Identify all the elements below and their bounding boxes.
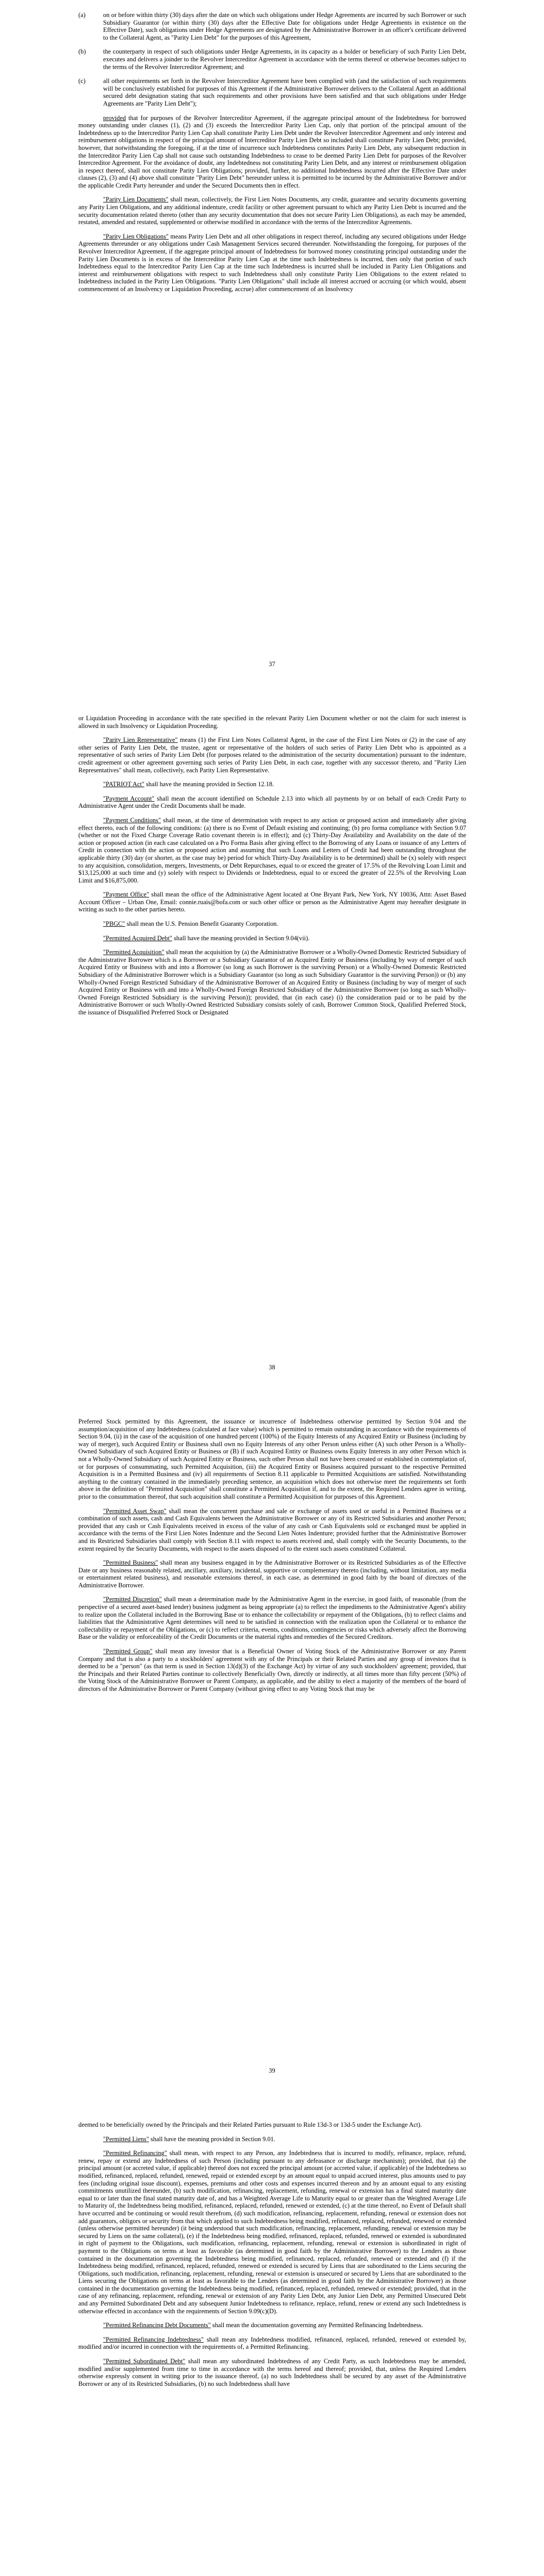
definition-term: "Parity Lien Obligations" [103, 232, 169, 240]
definition-permitted-discretion [78, 1596, 466, 1641]
definition-pbgc [78, 920, 466, 928]
definition-text: shall mean the account identified on Schedule 2.13 into which all payments by or on behalf of each Credit Party to Administrative Agent under the Credit Documents shall be made. [78, 794, 466, 810]
page-37 [0, 0, 544, 703]
definition-patriot-act [78, 781, 466, 788]
definition-term: "Payment Account" [103, 794, 155, 802]
definition-text: shall mean any Indebtedness modified, refinanced, replaced, refunded, renewed or extended by, modified and/or incurred in connection with the requirements of, a Permitted Refinancing. [78, 2335, 466, 2351]
page-37-content [78, 11, 466, 300]
definition-permitted-asset-swap [78, 1507, 466, 1553]
definition-permitted-acquired-debt [78, 935, 466, 942]
page-number: 39 [269, 2067, 275, 2074]
clause-c-text: all other requirements set forth in the Revolver Intercreditor Agreement have been complied with (and the satisfaction of such requirements will be conclusively established for purposes of this Agreement if the Administrative Borrower delivers to the Collateral Agent an additional secured debt designation stating that such requirements and other provisions have been satisfied and that such obligations under Hedge Agreements are "Parity Lien Debt"); [103, 77, 466, 107]
definition-text: means (1) the First Lien Notes Collateral Agent, in the case of the First Lien Notes or (2) in the case of any other series of Parity Lien Debt, the trustee, agent or representative of the holders of such series of Parity Lien Debt who is appointed as a representative of such series of Parity Lien Debt (for purposes related to the administration of the security documentation) pursuant to the indenture, credit agreement or other agreement governing such series of Parity Lien Debt, in each case, together with any successor thereto, and "Parity Lien Representatives" shall mean, collectively, each Parity Lien Representative. [78, 736, 466, 774]
definition-term: "Parity Lien Representative" [103, 736, 178, 744]
definition-text: shall mean, at the time of determination with respect to any action or proposed action and immediately after giving effect thereto, each of the following conditions: (a) there is no Event of Default existing and continuing; (b) pro forma compliance with Section 9.07 (whether or not the Fixed Charge Coverage Ratio covenant therein is in effect); and (c) Thirty-Day Availability and Availability on the date of the action or proposed action (in each case calculated on a Pro Forma Basis after giving effect to the Borrowing of any Loans or issuance of any Letters of Credit in connection with the action or proposed action and assuming that such Loans and Letters of Credit had been outstanding throughout the applicable thirty (30) day (or shorter, as the case may be) period for which Thirty-Day Availability is to be determined) shall be (x) solely with respect to any acquisition, consolidation, mergers, Investments, or Debt Repurchases, equal to or exceed the greater of 17.5% of the Revolving Loan Limit and $13,125,000 at such time and (y) solely with respect to Dividends or Indebtedness, equal to or exceed the greater of 22.5% of the Revolving Loan Limit and $16,875,000. [78, 816, 466, 884]
definition-text: shall have the meaning provided in Section 12.18. [146, 781, 274, 788]
page-40 [0, 2110, 544, 2576]
clause-b-text: the counterparty in respect of such obligations under Hedge Agreements, in its capacity as a holder or beneficiary of such Parity Lien Debt, executes and delivers a joinder to the Revolver Intercreditor Agreement in accordance with the terms thereof or otherwise becomes subject to the terms of the Revolver Intercreditor Agreement; and [103, 48, 466, 71]
definition-permitted-acquisition [78, 948, 466, 1016]
definition-text: shall mean, with respect to any Person, any Indebtedness that is incurred to modify, refinance, replace, refund, renew, repay or extend any Indebtedness of such Person (including pursuant to any defeasance or discharge mechanism); provided, that (a) the principal amount (or accreted value, if applicable) thereof does not exceed the principal amount (or accreted value, if applicable) of the Indebtedness so modified, refinanced, replaced, refunded, renewed, repaid or extended except by an amount equal to unpaid accrued interest, plus amounts used to pay fees (including original issue discount), expenses, premiums and other costs and expenses incurred thereon and by an amount equal to any existing commitments unutilized thereunder, (b) such modification, refinancing, replacement, refunding, renewal or extension has a final stated maturity date equal to or later than the final stated maturity date of, and has a Weighted Average Life to Maturity equal to or greater than the Weighted Average Life to Maturity of, the Indebtedness being modified, refinanced, replaced, refunded, renewed or extended, (c) at the time thereof, no Event of Default shall have occurred and be continuing or would result therefrom, (d) such modification, refinancing, replacement, refunding, renewal or extension does not add guarantors, obligors or security from that which applied to such Indebtedness being modified, refinanced, replaced, refunded, renewed or extended (unless otherwise permitted hereunder) (it being understood that such modification, refinancing, replacement, refunding, renewal or extension may be secured by Liens on the same collateral), (e) if the Indebtedness being modified, refinanced, replaced, refunded, renewed or extended is subordinated in right of payment to the Obligations, such modification, refinancing, replacement, refunding, renewal or extension is subordinated in right of payment to the Obligations on terms at least as favorable (as determined in good faith by the Administrative Borrower) to the Lenders as those contained in the documentation governing the Indebtedness being modified, refinanced, replaced, refunded, renewed or extended and (f) if the Indebtedness being modified, refinanced, replaced, refunded, renewed or extended is secured by Liens that are subordinated to the Liens securing the Obligations, such modification, refinancing, replacement, refunding, renewal or extension is unsecured or secured by Liens that are subordinated to the Liens securing the Obligations on terms at least as favorable to the Lenders (as determined in good faith by the Administrative Borrower) as those contained in the documentation governing the Indebtedness being modified, refinanced, replaced, refunded, renewed or extended; provided, that in the case of any refinancing, replacement, refunding, renewal or extension of any Parity Lien Debt, any Junior Lien Debt, any Permitted Unsecured Debt and any Permitted Subordinated Debt and any subsequent Junior Indebtedness to refinance, replace, refund, renew or extend any such Indebtedness is otherwise effected in accordance with the requirements of Section 9.09(c)(D). [78, 2149, 466, 2315]
page-number: 38 [269, 1364, 275, 1371]
continuation-paragraph: Preferred Stock permitted by this Agreement, the issuance or incurrence of Indebtedness otherwise permitted by Section 9.04 and the assumption/acquisition of any Indebtedness (calculated at face value) which is permitted to remain outstanding in accordance with the requirements of Section 9.04, (ii) in the case of the acquisition of one hundred percent (100%) of the Equity Interests of any Acquired Entity or Business (including by way of merger), such Acquired Entity or Business shall own no Equity Interests of any other Person unless either (A) such other Person is a Wholly-Owned Subsidiary of such Acquired Entity or Business or (B) if such Acquired Entity or Business owns Equity Interests in any other Person which is not a Wholly-Owned Subsidiary of such Acquired Entity or Business, such other Person shall not have been created or established in contemplation of, or for purposes of consummating, such Permitted Acquisition, (iii) the Acquired Entity or Business acquired pursuant to the respective Permitted Acquisition is in a Permitted Business and (iv) all requirements of Section 8.11 applicable to Permitted Acquisitions are satisfied. Notwithstanding anything to the contrary contained in the immediately preceding sentence, an acquisition which does not otherwise meet the requirements set forth above in the definition of "Permitted Acquisition" shall constitute a Permitted Acquisition if, and to the extent, the Required Lenders agree in writing, prior to the consummation thereof, that such acquisition shall constitute a Permitted Acquisition for purposes of this Agreement. [78, 1418, 466, 1500]
definition-permitted-subordinated-debt [78, 2358, 466, 2387]
definition-text: shall mean, collectively, the First Lien Notes Documents, any credit, guarantee and security documents governing any Parity Lien Obligations, and any additional indenture, credit facility or other agreement pursuant to which any Parity Lien Debt is incurred and the security documentation related thereto (other than any security documentation that does not secure Parity Lien Obligations), as each may be amended, restated, amended and restated, supplemented or otherwise modified in accordance with the terms of the Intercreditor Agreements. [78, 196, 466, 226]
definition-term: "Permitted Discretion" [103, 1596, 162, 1603]
proviso-text: that for purposes of the Revolver Intercreditor Agreement, if the aggregate principal amount of the Indebtedness for borrowed money outstanding under clauses (1), (2) and (3) exceeds the Intercreditor Parity Lien Cap, only that portion of the principal amount of the Indebtedness up to the Intercreditor Parity Lien Cap shall constitute Parity Lien Debt under the Revolver Intercreditor Agreement and only interest and reimbursement obligations in respect of the principal amount of Intercreditor Parity Lien Debt so included shall constitute Parity Lien Debt; provided, however, that notwithstanding the foregoing, if at the time of incurrence such Indebtedness constitutes Parity Lien Debt, any subsequent reduction in the Intercreditor Parity Lien Cap shall not cause such outstanding Indebtedness to cease to be deemed Parity Lien Debt for purposes of the Revolver Intercreditor Agreement. For the avoidance of doubt, any Indebtedness not constituting Parity Lien Debt, and any interest or reimbursement obligation in respect thereof, shall not constitute Parity Lien Obligations; provided, further, no additional Indebtedness incurred after the Effective Date under clauses (2), (3) and (4) above shall constitute "Parity Lien Debt" hereunder unless it is permitted to be incurred by the Administrative Borrower and/or the applicable Credit Party hereunder and under the Secured Documents then in effect. [78, 114, 466, 189]
definition-term: "Permitted Business" [103, 1559, 158, 1567]
clause-b-label: (b) [78, 48, 86, 56]
definition-text: shall mean any business engaged in by the Administrative Borrower or its Restricted Subsidiaries as of the Effective Date or any business reasonably related, ancillary, auxiliary, incidental, supportive or complementary thereto (including, without limitation, any media or entertainment related business), and reasonable extensions thereof, in each case, as determined in good faith by the board of directors of the Administrative Borrower. [78, 1559, 466, 1589]
definition-term: "Permitted Acquired Debt" [103, 934, 172, 942]
definition-text: shall have the meaning provided in Section 9.04(vii). [174, 934, 310, 942]
definition-term: "Permitted Liens" [103, 2135, 149, 2143]
page-38-content [78, 715, 466, 1023]
definition-text: shall mean the documentation governing any Permitted Refinancing Indebtedness. [212, 2321, 423, 2329]
definition-payment-office [78, 891, 466, 913]
definition-term: "PATRIOT Act" [103, 781, 144, 788]
definition-permitted-liens [78, 2136, 466, 2143]
page-39 [0, 1406, 544, 2110]
definition-payment-account [78, 795, 466, 810]
page-40-content [78, 2121, 466, 2394]
definition-term: "Permitted Refinancing" [103, 2149, 167, 2157]
definition-text: shall mean a determination made by the Administrative Agent in the exercise, in good faith, of reasonable (from the perspective of a secured asset-based lender) business judgment as being appropriate (a) to reflect the impediments to the Administrative Agent's ability to realize upon the Collateral included in the Borrowing Base or to enhance the collectability or repayment of the Obligations, (b) to reflect claims and liabilities that the Administrative Agent determines will need to be satisfied in connection with the realization upon the Collateral or to enhance the collectability or repayment of the Obligations, or (c) to reflect criteria, events, conditions, contingencies or risks which adversely affect the Borrowing Base or the validity or enforceability of the Credit Documents or the material rights and remedies of the Secured Creditors. [78, 1596, 466, 1641]
definition-term: "Permitted Refinancing Indebtedness" [103, 2335, 204, 2343]
clause-a [78, 11, 466, 41]
definition-text: means Parity Lien Debt and all other obligations in respect thereof, including any secured obligations under Hedge Agreements thereunder or any obligations under Cash Management Services secured thereunder. Notwithstanding the foregoing, for purposes of the Revolver Intercreditor Agreement, if the aggregate principal amount of Indebtedness for borrowed money constituting principal outstanding under the Parity Lien Documents is in excess of the Intercreditor Parity Lien Cap at the time such Indebtedness is incurred, then only that portion of such Indebtedness equal to the Intercreditor Parity Lien Cap at the time such Indebtedness is incurred shall be included in Parity Lien Obligations and interest and reimbursement obligations with respect to such Indebtedness shall only constitute Parity Lien Obligations to the extent related to Indebtedness included in the Parity Lien Obligations. "Parity Lien Obligations" shall include all interest accrued or accruing (or which would, absent commencement of an Insolvency or Liquidation Proceeding, accrue) after commencement of an Insolvency [78, 232, 467, 293]
definition-text: shall mean the office of the Administrative Agent located at One Bryant Park, New York, NY 10036, Attn: Asset Based Account Officer – Urban One, Email: connie.ruais@bofa.com or such other office or person as the Administrative Agent may hereafter designate in writing as such to the other parties hereto. [78, 891, 466, 913]
definition-permitted-refinancing [78, 2149, 466, 2315]
clause-a-text: on or before within thirty (30) days after the date on which such obligations under Hedge Agreements are incurred by such Borrower or such Subsidiary Guarantor (or within thirty (30) days after the Effective Date for obligations under Hedge Agreements in existence on the Effective Date), such obligations under Hedge Agreements are designated by the Administrative Borrower in an officer's certificate delivered to the Collateral Agent, as "Parity Lien Debt" for the purposes of this Agreement, [103, 11, 466, 41]
definition-term: "Parity Lien Documents" [103, 196, 169, 204]
definition-parity-lien-representative [78, 736, 466, 774]
definition-term: "Permitted Asset Swap" [103, 1507, 167, 1515]
definition-term: "PBGC" [103, 920, 125, 928]
proviso-lead: provided [103, 114, 126, 122]
definition-term: "Permitted Acquisition" [103, 948, 164, 956]
definition-permitted-group [78, 1648, 466, 1693]
definition-text: shall have the meaning provided in Section 9.01. [151, 2135, 275, 2143]
continuation-paragraph: or Liquidation Proceeding in accordance with the rate specified in the relevant Parity Lien Document whether or not the claim for such interest is allowed in such Insolvency or Liquidation Proceeding. [78, 715, 466, 730]
clause-b [78, 48, 466, 71]
proviso-paragraph [78, 114, 466, 190]
continuation-paragraph: deemed to be beneficially owned by the Principals and their Related Parties pursuant to Rule 13d-3 or 13d-5 under the Exchange Act). [78, 2121, 422, 2128]
page-number: 37 [269, 660, 275, 668]
definition-term: "Payment Conditions" [103, 816, 161, 824]
definition-parity-lien-obligations [78, 233, 466, 293]
definition-permitted-refinancing-debt-documents [78, 2321, 466, 2329]
definition-text: shall mean the acquisition by (a) the Administrative Borrower or a Wholly-Owned Domestic Restricted Subsidiary of the Administrative Borrower which is a Borrower or a Subsidiary Guarantor of an Acquired Entity or Business (including by way of merger of such Acquired Entity or Business with and into a Borrower (so long as such Borrower is the surviving Person) or a Wholly-Owned Domestic Restricted Subsidiary of the Administrative Borrower which is a Subsidiary Guarantor (so long as such Subsidiary Guarantor is the surviving Person)) or (b) any Wholly-Owned Foreign Restricted Subsidiary of the Administrative Borrower of an Acquired Entity or Business (including by way of merger of such Acquired Entity or Business with and into a Wholly-Owned Foreign Restricted Subsidiary of the Administrative Borrower (so long as such Wholly-Owned Foreign Restricted Subsidiary is the surviving Person)); provided, that (in each case) (i) the consideration paid or to be paid by the Administrative Borrower or such Wholly-Owned Restricted Subsidiary consists solely of cash, Borrower Common Stock, Qualified Preferred Stock, the issuance of Disqualified Preferred Stock or Designated [78, 948, 466, 1016]
definition-payment-conditions [78, 817, 466, 884]
definition-permitted-refinancing-indebtedness [78, 2336, 466, 2351]
definition-text: shall mean the concurrent purchase and sale or exchange of assets used or useful in a Permitted Business or a combination of such assets, cash and Cash Equivalents between the Administrative Borrower or any of its Restricted Subsidiaries and another Person; provided that any cash or Cash Equivalents received in excess of the value of any cash or Cash Equivalents sold or exchanged must be applied in accordance with the terms of the First Lien Notes Indenture and the Second Lien Notes Indenture; provided further that the Administrative Borrower and its Restricted Subsidiaries shall comply with Section 8.11 with respect to assets received and, shall comply with the Security Documents, to the extent required by the Security Documents, with respect to the assets disposed of to the extent such assets constituted Collateral. [78, 1507, 466, 1552]
clause-a-label: (a) [78, 11, 86, 19]
definition-term: "Permitted Group" [103, 1648, 153, 1655]
definition-permitted-business [78, 1559, 466, 1589]
definition-text: shall mean any subordinated Indebtedness of any Credit Party, as such Indebtedness may be amended, modified and/or supplemented from time to time in accordance with the terms hereof and thereof; provided, that, unless the Required Lenders otherwise expressly consent in writing prior to the issuance thereof, (a) no such Indebtedness shall be secured by any asset of the Administrative Borrower or any of its Restricted Subsidiaries, (b) no such Indebtedness shall have [78, 2358, 466, 2387]
definition-text: shall mean any investor that is a Beneficial Owner of Voting Stock of the Administrative Borrower or any Parent Company and that is also a party to a stockholders' agreement with any of the Principals or their Related Parties and any group of investors that is deemed to be a "person" (as that term is used in Section 13(d)(3) of the Exchange Act) by virtue of any such stockholders' agreement; provided, that the Principals and their Related Parties continue to collectively Beneficially Own, directly or indirectly, at all times more than fifty percent (50%) of the Voting Stock of the Administrative Borrower or Parent Company, as applicable, and the ability to elect a majority of the members of the board of directors of the Administrative Borrower or Parent Company (without giving effect to any Voting Stock that may be [78, 1648, 466, 1692]
definition-parity-lien-documents [78, 196, 466, 226]
definition-term: "Permitted Subordinated Debt" [103, 2358, 186, 2365]
page-38 [0, 703, 544, 1406]
definition-term: "Permitted Refinancing Debt Documents" [103, 2321, 211, 2329]
clause-c-label: (c) [78, 77, 86, 85]
definition-text: shall mean the U.S. Pension Benefit Guaranty Corporation. [126, 920, 278, 928]
page-39-content [78, 1418, 466, 1700]
definition-term: "Payment Office" [103, 891, 150, 899]
clause-c [78, 77, 466, 107]
